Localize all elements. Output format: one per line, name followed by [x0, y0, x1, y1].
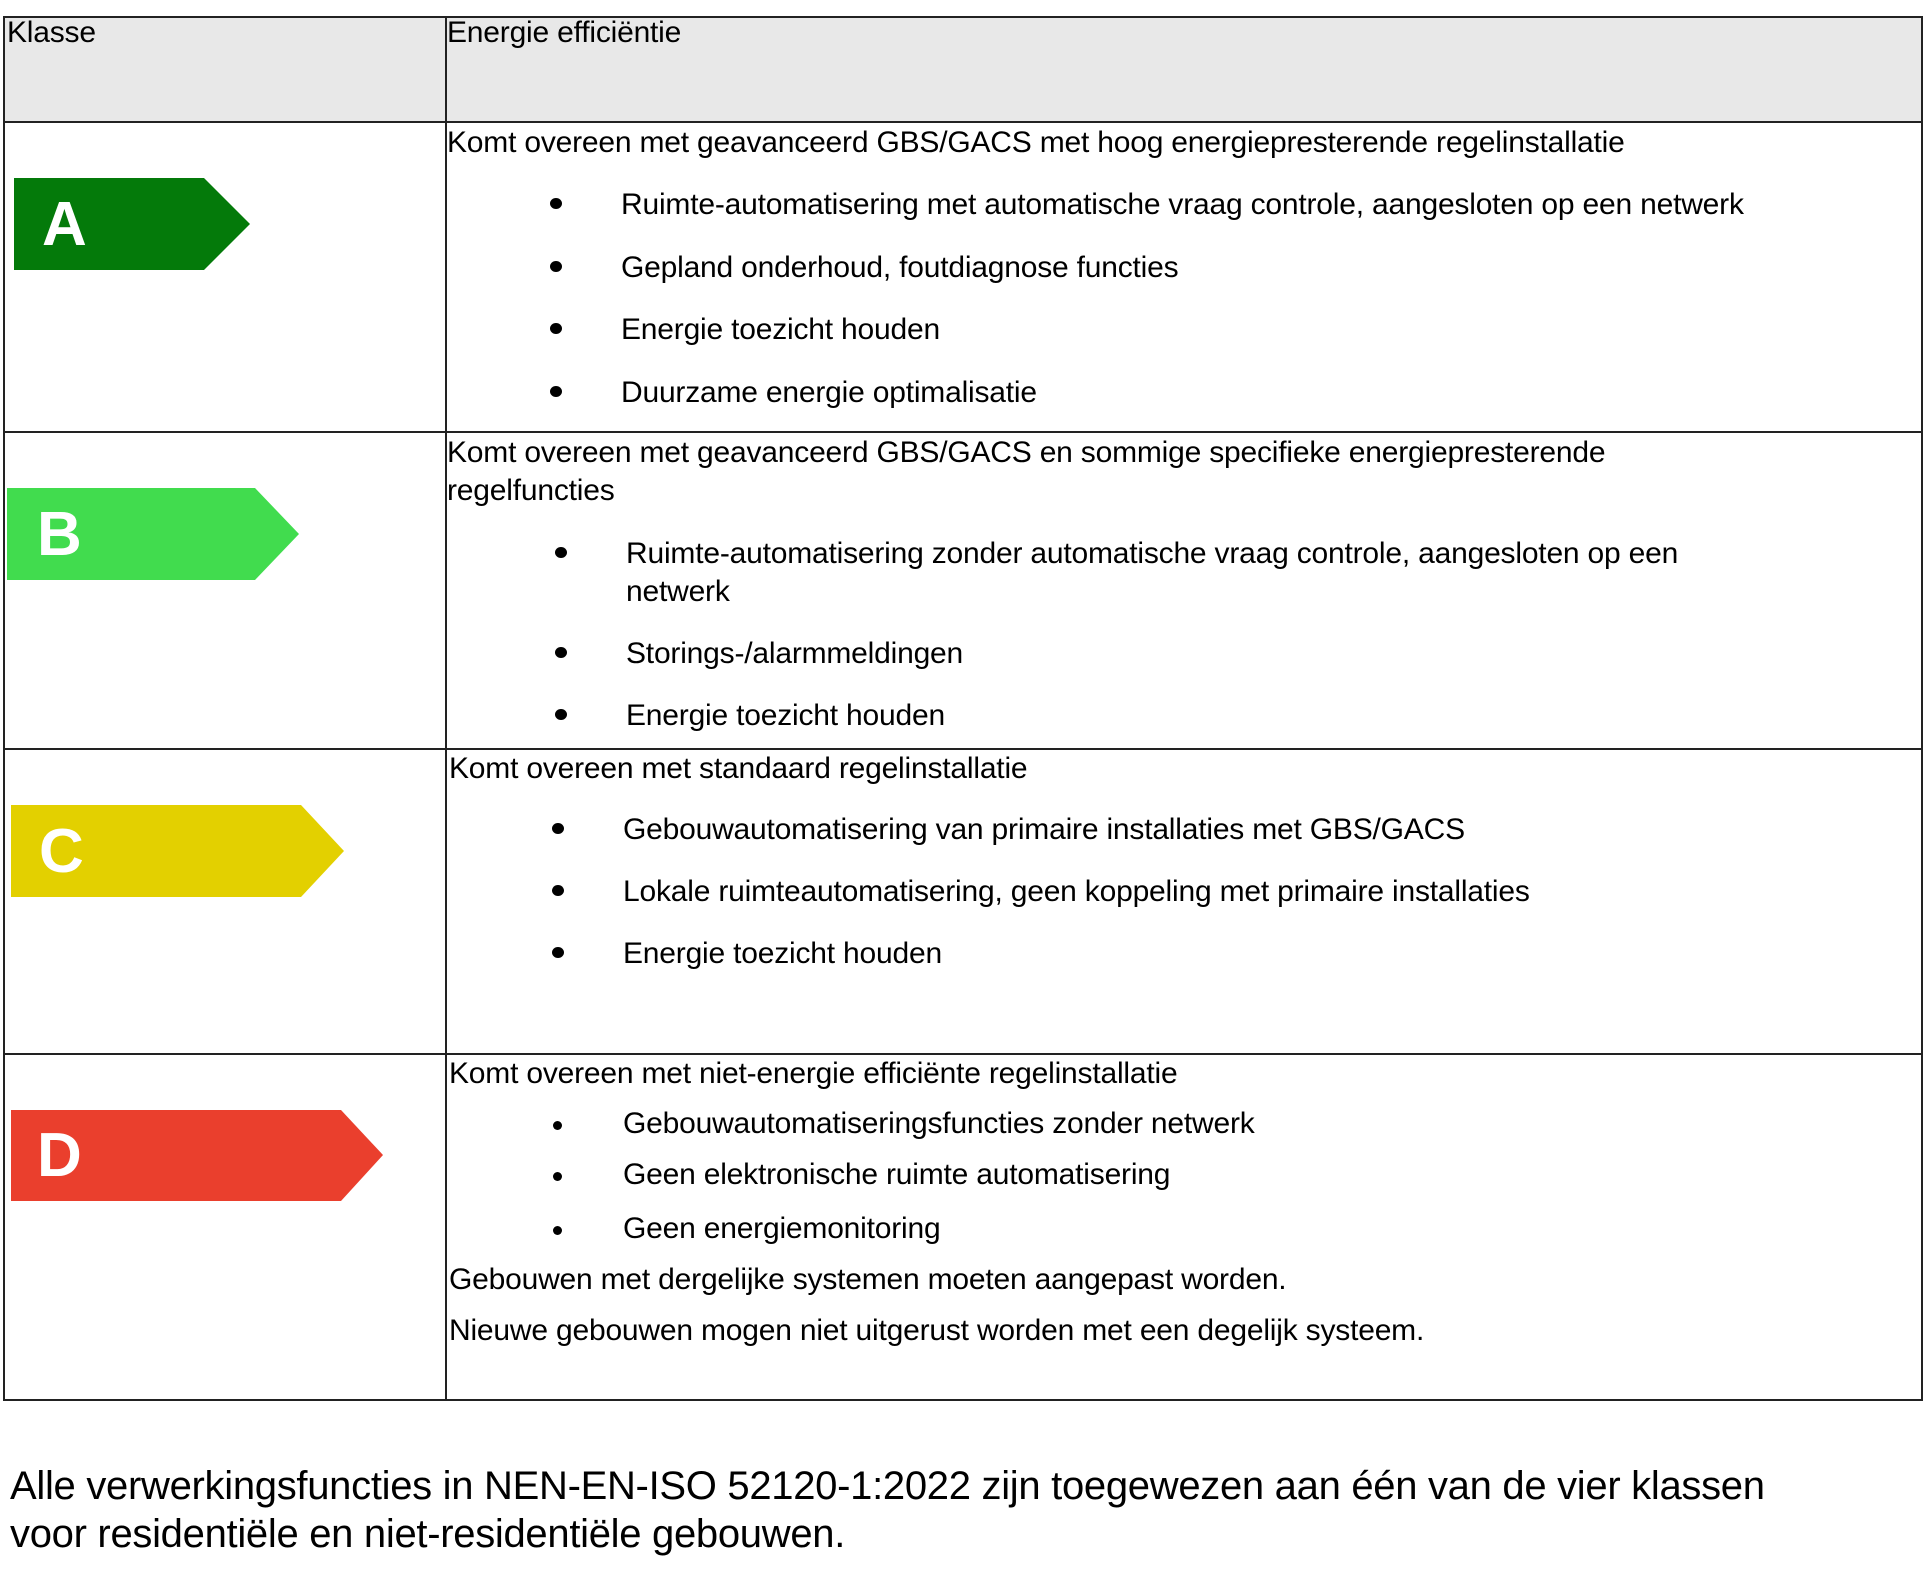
row-a-bullet-2: Gepland onderhoud, foutdiagnose functies [621, 251, 1179, 284]
table-header [5, 18, 1921, 121]
row-a-intro: Komt overeen met geavanceerd GBS/GACS met hoog energiepresterende regelinstallatie [447, 126, 1625, 159]
bullet-icon [555, 547, 567, 558]
row-b-bullet-1-line-2: netwerk [626, 575, 730, 608]
bullet-icon [552, 823, 564, 834]
row-divider [5, 431, 1921, 433]
bullet-icon [552, 947, 564, 958]
column-divider [445, 18, 447, 1399]
row-c-bullet-3: Energie toezicht houden [623, 937, 942, 970]
row-d-note-2: Nieuwe gebouwen mogen niet uitgerust worden met een degelijk systeem. [449, 1314, 1425, 1347]
header-energie-efficientie: Energie efficiëntie [447, 16, 682, 49]
bullet-icon [555, 709, 567, 720]
class-c-arrow-icon [11, 805, 344, 897]
bullet-icon [550, 198, 562, 209]
class-d-arrow-icon [11, 1110, 383, 1201]
row-c-bullet-2: Lokale ruimteautomatisering, geen koppeling met primaire installaties [623, 875, 1530, 908]
row-b-bullet-2: Storings-/alarmmeldingen [626, 637, 964, 670]
class-b-arrow-icon [7, 488, 299, 580]
bullet-icon [550, 323, 562, 334]
row-b-bullet-3: Energie toezicht houden [626, 699, 945, 732]
energy-class-table [3, 16, 1923, 1401]
bullet-icon [550, 261, 562, 272]
row-a-bullet-3: Energie toezicht houden [621, 313, 940, 346]
class-c-label: C [39, 816, 84, 886]
bullet-icon [553, 1226, 562, 1235]
row-c-intro: Komt overeen met standaard regelinstallatie [449, 752, 1028, 785]
row-a-bullet-1: Ruimte-automatisering met automatische vraag controle, aangesloten op een netwerk [621, 188, 1744, 221]
bullet-icon [553, 1121, 562, 1130]
row-b-intro-line-2: regelfuncties [447, 474, 615, 507]
row-c-bullet-1: Gebouwautomatisering van primaire installaties met GBS/GACS [623, 813, 1465, 846]
row-b-bullet-1-line-1: Ruimte-automatisering zonder automatische vraag controle, aangesloten op een [626, 537, 1679, 570]
row-d-note-1: Gebouwen met dergelijke systemen moeten aangepast worden. [449, 1263, 1287, 1296]
summary-line-2: voor residentiële en niet-residentiële gebouwen. [10, 1512, 846, 1556]
header-klasse: Klasse [7, 16, 96, 49]
row-d-bullet-2: Geen elektronische ruimte automatisering [623, 1158, 1171, 1191]
row-d-intro: Komt overeen met niet-energie efficiënte regelinstallatie [449, 1057, 1178, 1090]
class-b-label: B [37, 499, 82, 569]
class-d-label: D [37, 1121, 82, 1190]
row-d-bullet-3: Geen energiemonitoring [623, 1212, 941, 1245]
summary-line-1: Alle verwerkingsfuncties in NEN-EN-ISO 52120-1:2022 zijn toegewezen aan één van de vier klassen [10, 1464, 1765, 1508]
row-b-intro-line-1: Komt overeen met geavanceerd GBS/GACS en sommige specifieke energiepresterende [447, 436, 1606, 469]
row-a-bullet-4: Duurzame energie optimalisatie [621, 376, 1037, 409]
bullet-icon [552, 885, 564, 896]
bullet-icon [550, 386, 562, 397]
row-d-bullet-1: Gebouwautomatiseringsfuncties zonder netwerk [623, 1107, 1255, 1140]
bullet-icon [555, 647, 567, 658]
bullet-icon [553, 1172, 562, 1181]
row-divider [5, 121, 1921, 123]
class-a-arrow-icon [14, 178, 250, 270]
class-a-label: A [42, 189, 87, 259]
